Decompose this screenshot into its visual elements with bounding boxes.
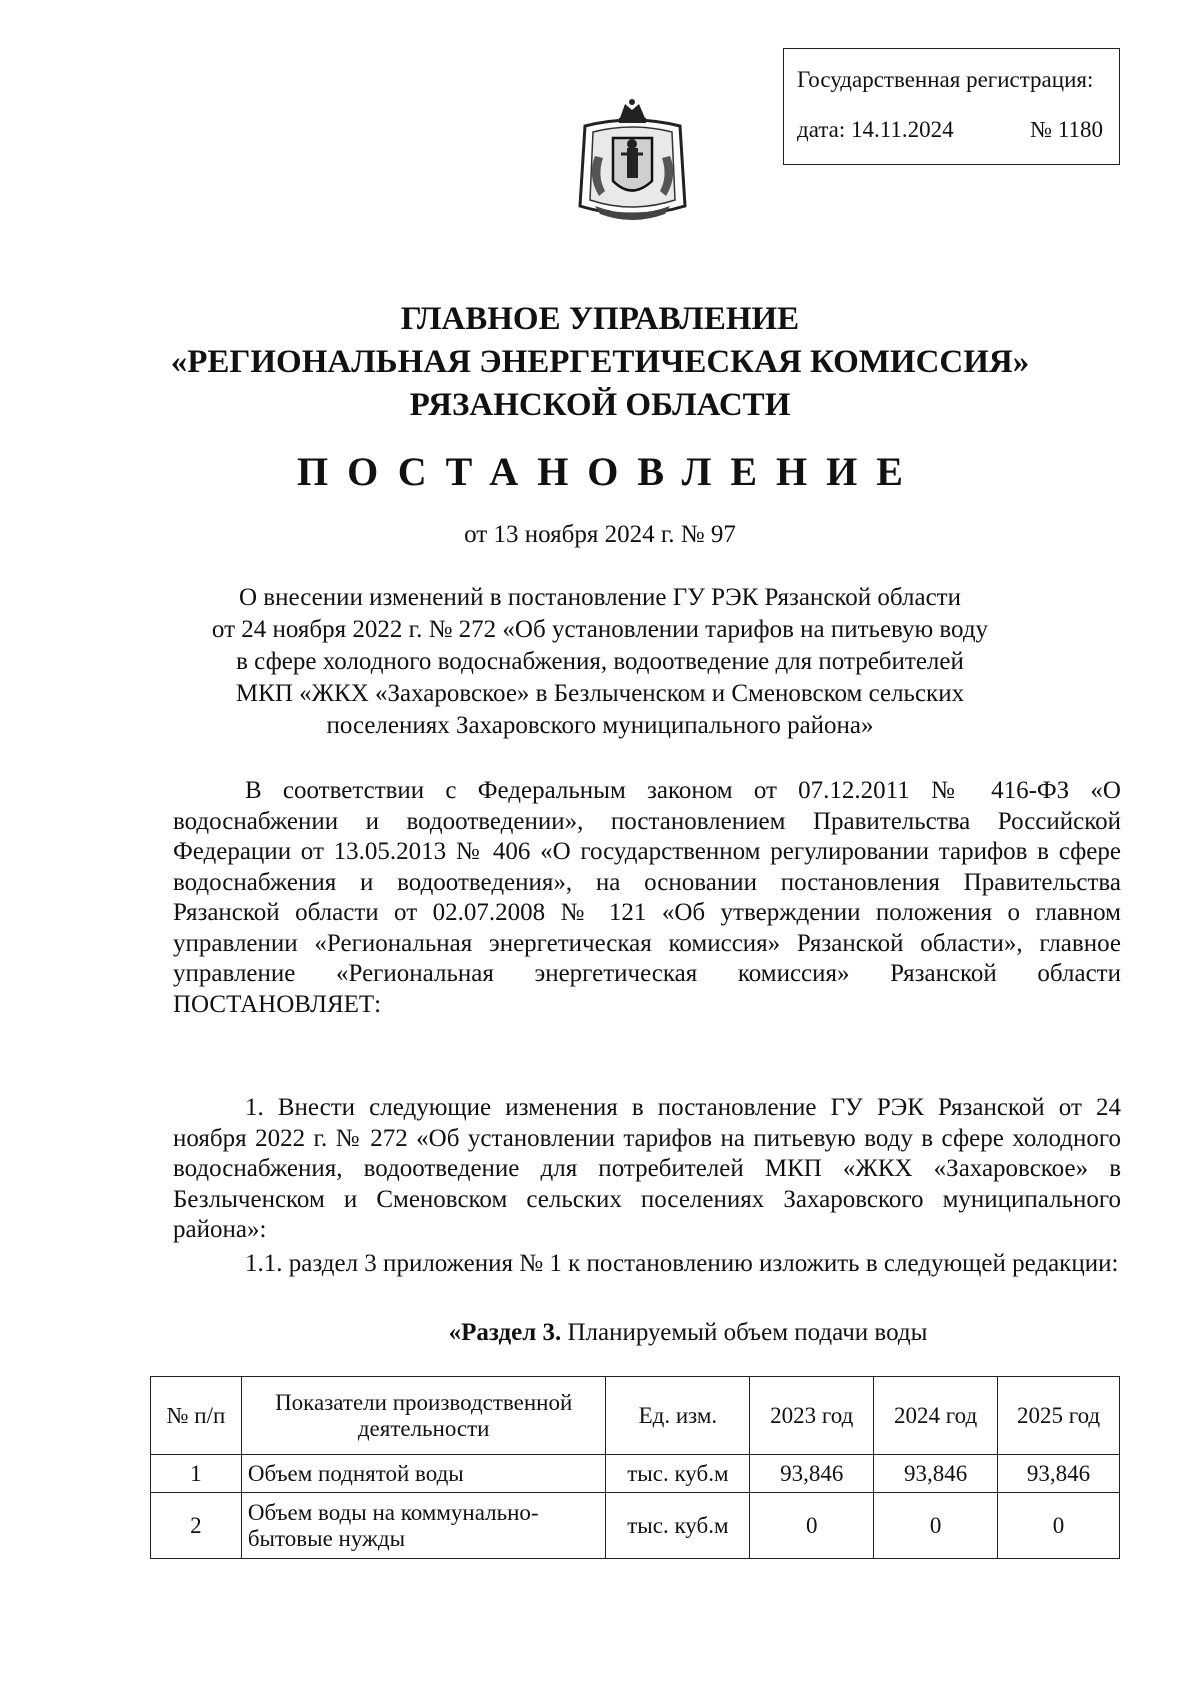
registration-box (783, 48, 1120, 165)
water-volume-table (150, 1376, 1120, 1559)
table-cell: 1 (151, 1455, 242, 1493)
section-name: Планируемый объем подачи воды (567, 1319, 928, 1346)
table-row (151, 1493, 1120, 1559)
preamble-paragraph: В соответствии с Федеральным законом от 07.12.2011 № 416-ФЗ «О водоснабжении и водоотведении», постановлением Правительства Российской Федерации от 13.05.2013 № 406 «О государственном регулировании тарифов в сфере водоснабжения и водоотведения», на основании постановления Правительства Рязанской области от 02.07.2008 № 121 «Об утверждении положения о главном управлении «Региональная энергетическая комиссия» Рязанской области», главное управление «Региональная энергетическая комиссия» Рязанской области ПОСТАНОВЛЯЕТ: (173, 777, 1121, 1018)
table-cell: 0 (998, 1493, 1120, 1559)
table-header-cell: № п/п (151, 1377, 242, 1455)
coat-of-arms-icon (565, 96, 700, 228)
table-header-cell: 2024 год (874, 1377, 998, 1455)
table-cell: тыс. куб.м (606, 1493, 750, 1559)
table-cell: 93,846 (998, 1455, 1120, 1493)
item-1-1-paragraph: 1.1. раздел 3 приложения № 1 к постановлению изложить в следующей редакции: (245, 1250, 1119, 1277)
table-cell: 0 (750, 1493, 874, 1559)
table-header-cell: Показатели производственной деятельности (241, 1377, 606, 1455)
table-header-cell: 2023 год (750, 1377, 874, 1455)
table-cell: Объем воды на коммунально-бытовые нужды (241, 1493, 606, 1559)
table-cell: тыс. куб.м (606, 1455, 750, 1493)
subject-line: от 24 ноября 2022 г. № 272 «Об установлении тарифов на питьевую воду (211, 616, 989, 643)
section-label: «Раздел 3. (448, 1319, 562, 1346)
registration-date: дата: 14.11.2024 (797, 117, 954, 142)
table-cell: Объем поднятой воды (241, 1455, 606, 1493)
table-cell: 93,846 (874, 1455, 998, 1493)
table-cell: 0 (874, 1493, 998, 1559)
table-header-cell: 2025 год (998, 1377, 1120, 1455)
registration-number: № 1180 (1030, 117, 1103, 142)
subject-line: в сфере холодного водоснабжения, водоотведение для потребителей (236, 648, 964, 675)
section-title (88, 1319, 1200, 1347)
subject-line: поселениях Захаровского муниципального района» (326, 712, 874, 739)
registration-title: Государственная регистрация: (797, 67, 1094, 92)
item-1-paragraph: 1. Внести следующие изменения в постановление ГУ РЭК Рязанской от 24 ноября 2022 г. № 272 «Об установлении тарифов на питьевую воду в сфере холодного водоснабжения, водоотведение для потребителей МКП «ЖКХ «Захаровское» в Безлыченском и Сменовском сельских поселениях Захаровского муниципального района»: (173, 1094, 1121, 1243)
subject-line: МКП «ЖКХ «Захаровское» в Безлыченском и Сменовском сельских (235, 680, 965, 707)
subject-line: О внесении изменений в постановление ГУ РЭК Рязанской области (239, 584, 961, 611)
table-cell: 93,846 (750, 1455, 874, 1493)
org-line-1: ГЛАВНОЕ УПРАВЛЕНИЕ (400, 301, 800, 337)
document-date: от 13 ноября 2024 г. № 97 (464, 521, 736, 548)
org-line-2: «РЕГИОНАЛЬНАЯ ЭНЕРГЕТИЧЕСКАЯ КОМИССИЯ» (170, 344, 1030, 380)
table-header-row (151, 1377, 1120, 1455)
org-line-3: РЯЗАНСКОЙ ОБЛАСТИ (409, 387, 791, 423)
document-type-title: ПОСТАНОВЛЕНИЕ (297, 449, 922, 494)
table-cell: 2 (151, 1493, 242, 1559)
table-row (151, 1455, 1120, 1493)
table-header-cell: Ед. изм. (606, 1377, 750, 1455)
